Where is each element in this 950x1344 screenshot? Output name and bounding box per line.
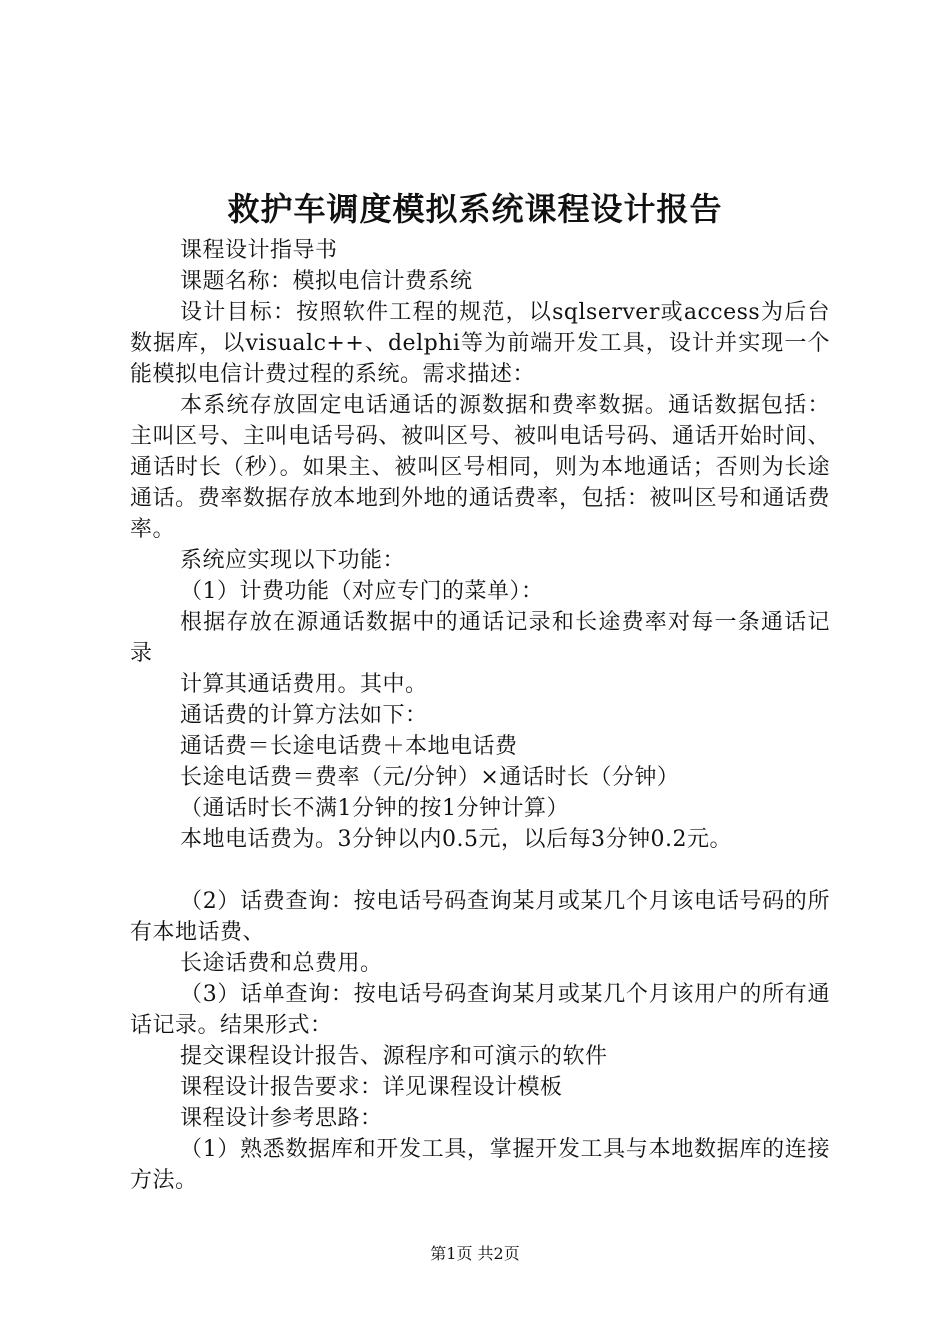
paragraph-reference-ideas: 课程设计参考思路： [180, 1106, 383, 1131]
paragraph-guide: 课程设计指导书 [180, 238, 338, 263]
paragraph-billing-function: （1）计费功能（对应专门的菜单）： [180, 579, 544, 604]
paragraph-local-fee: 本地电话费为。3分钟以内0.5元，以后每3分钟0.2元。 [180, 827, 732, 852]
document-title: 救护车调度模拟系统课程设计报告 [227, 190, 723, 228]
paragraph-minute-rule: （通话时长不满1分钟的按1分钟计算） [180, 796, 569, 821]
paragraph-billing-desc: 根据存放在源通话数据中的通话记录和长途费率对每一条通话记录 [130, 610, 830, 666]
paragraph-requirements: 本系统存放固定电话通话的源数据和费率数据。通话数据包括：主叫区号、主叫电话号码、被叫区号、被叫电话号码、通话开始时间、通话时长（秒）。如果主、被叫区号相同，则为本地通话；否则为长途通话。费率数据存放本地到外地的通话费率，包括：被叫区号和通话费率。 [130, 393, 830, 542]
paragraph-fee-formula: 通话费＝长途电话费＋本地电话费 [180, 734, 518, 759]
paragraph-functions: 系统应实现以下功能： [180, 548, 406, 573]
paragraph-deliverables: 提交课程设计报告、源程序和可演示的软件 [180, 1044, 608, 1069]
paragraph-step-1: （1）熟悉数据库和开发工具，掌握开发工具与本地数据库的连接方法。 [130, 1137, 830, 1193]
paragraph-fee-query-cont: 长途话费和总费用。 [180, 951, 383, 976]
paragraph-long-distance-formula: 长途电话费＝费率（元/分钟）×通话时长（分钟） [180, 765, 680, 790]
paragraph-fee-query: （2）话费查询：按电话号码查询某月或某几个月该电话号码的所有本地话费、 [130, 889, 830, 945]
paragraph-goal: 设计目标：按照软件工程的规范，以sqlserver或access为后台数据库，以visualc++、delphi等为前端开发工具，设计并实现一个能模拟电信计费过程的系统。需求描述： [130, 300, 830, 387]
page-footer: 第1页 共2页 [430, 1244, 520, 1263]
paragraph-compute-fee: 计算其通话费用。其中。 [180, 672, 428, 697]
paragraph-fee-method: 通话费的计算方法如下： [180, 703, 428, 728]
paragraph-topic: 课题名称：模拟电信计费系统 [180, 269, 473, 294]
paragraph-report-requirements: 课程设计报告要求：详见课程设计模板 [180, 1075, 563, 1100]
document-body [130, 235, 830, 1196]
paragraph-record-query: （3）话单查询：按电话号码查询某月或某几个月该用户的所有通话记录。结果形式： [130, 982, 830, 1038]
